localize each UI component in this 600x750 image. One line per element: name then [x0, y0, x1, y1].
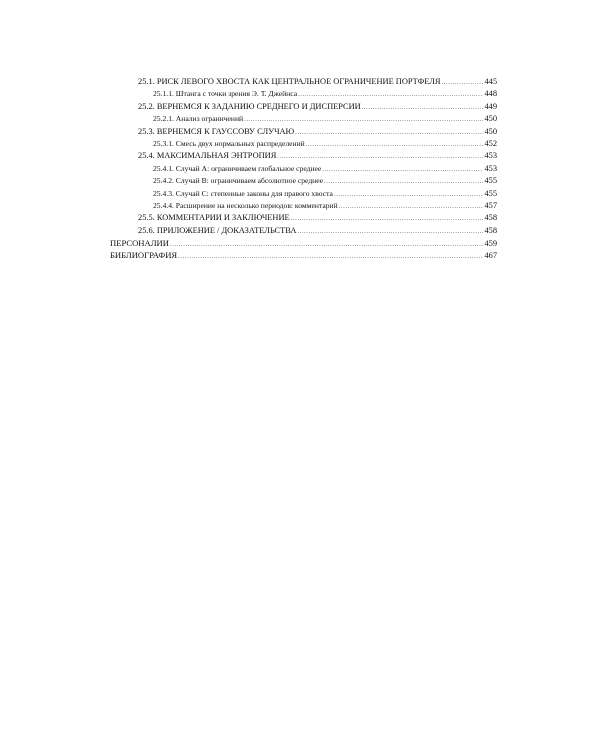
toc-entry[interactable]	[110, 101, 497, 113]
toc-entry-title: 25.6. ПРИЛОЖЕНИЕ / ДОКАЗАТЕЛЬСТВА	[138, 225, 297, 235]
toc-entry[interactable]	[110, 188, 497, 200]
toc-entry[interactable]	[110, 225, 497, 237]
toc-entry-page-number: 450	[484, 114, 497, 124]
toc-entry-page-number: 452	[484, 138, 497, 148]
toc-entry-title: 25.4.1. Случай A: ограничиваем глобальное среднее	[153, 163, 322, 173]
toc-entry-title: 25.3.1. Смесь двух нормальных распределений	[153, 138, 305, 148]
toc-entry[interactable]	[110, 126, 497, 138]
toc-entry-page-number: 457	[484, 200, 497, 210]
toc-entry-title: 25.4.3. Случай C: степенные законы для правого хвоста	[153, 188, 333, 198]
toc-entry-page-number: 458	[484, 225, 497, 235]
toc-entry-title: 25.3. ВЕРНЕМСЯ К ГАУССОВУ СЛУЧАЮ	[138, 126, 295, 136]
toc-entry-title: 25.4.2. Случай B: ограничиваем абсолютное среднее	[153, 176, 323, 186]
toc-entry[interactable]	[110, 113, 497, 125]
toc-entry-page-number: 448	[484, 89, 497, 99]
toc-entry-page-number: 455	[484, 188, 497, 198]
toc-entry-page-number: 445	[484, 77, 497, 86]
toc-entry[interactable]	[110, 212, 497, 224]
toc-entry[interactable]	[110, 175, 497, 187]
toc-entry[interactable]	[110, 163, 497, 175]
toc-entry[interactable]	[110, 138, 497, 150]
toc-entry-title: 25.1.1. Штанга с точки зрения Э. Т. Джейнса	[153, 89, 298, 99]
toc-entry-title: 25.4. МАКСИМАЛЬНАЯ ЭНТРОПИЯ	[138, 151, 277, 161]
toc-entry-title: 25.2.1. Анализ ограничений	[153, 114, 244, 124]
toc-entry-title: 25.4.4. Расширение на несколько периодов: комментарий	[153, 200, 338, 210]
toc-entry-page-number: 449	[484, 101, 497, 111]
toc-entry-title: 25.5. КОММЕНТАРИИ И ЗАКЛЮЧЕНИЕ	[138, 213, 290, 223]
toc-entry-title: ПЕРСОНАЛИИ	[110, 238, 169, 249]
toc-entry-page-number: 467	[484, 251, 497, 261]
toc-entry-page-number: 453	[484, 163, 497, 173]
toc-entry[interactable]	[110, 150, 497, 162]
toc-entry-page-number: 453	[484, 151, 497, 161]
toc-entry-page-number: 458	[484, 213, 497, 223]
toc-entry[interactable]	[110, 76, 497, 88]
toc-entry-page-number: 455	[484, 176, 497, 186]
toc-entry-title: 25.2. ВЕРНЕМСЯ К ЗАДАНИЮ СРЕДНЕГО И ДИСПЕРСИИ	[138, 101, 361, 111]
toc-dot-leader	[178, 251, 483, 263]
toc-entry-page-number: 459	[484, 239, 497, 249]
toc-entry-title: БИБЛИОГРАФИЯ	[110, 250, 178, 261]
toc-entry[interactable]	[110, 249, 497, 261]
toc-entry-page-number: 450	[484, 126, 497, 136]
toc-entry-title: 25.1. РИСК ЛЕВОГО ХВОСТА КАК ЦЕНТРАЛЬНОЕ ОГРАНИЧЕНИЕ ПОРТФЕЛЯ	[138, 77, 441, 86]
toc-entry[interactable]	[110, 200, 497, 212]
toc-entry[interactable]	[110, 237, 497, 249]
table-of-contents	[110, 76, 497, 262]
toc-entry[interactable]	[110, 88, 497, 100]
